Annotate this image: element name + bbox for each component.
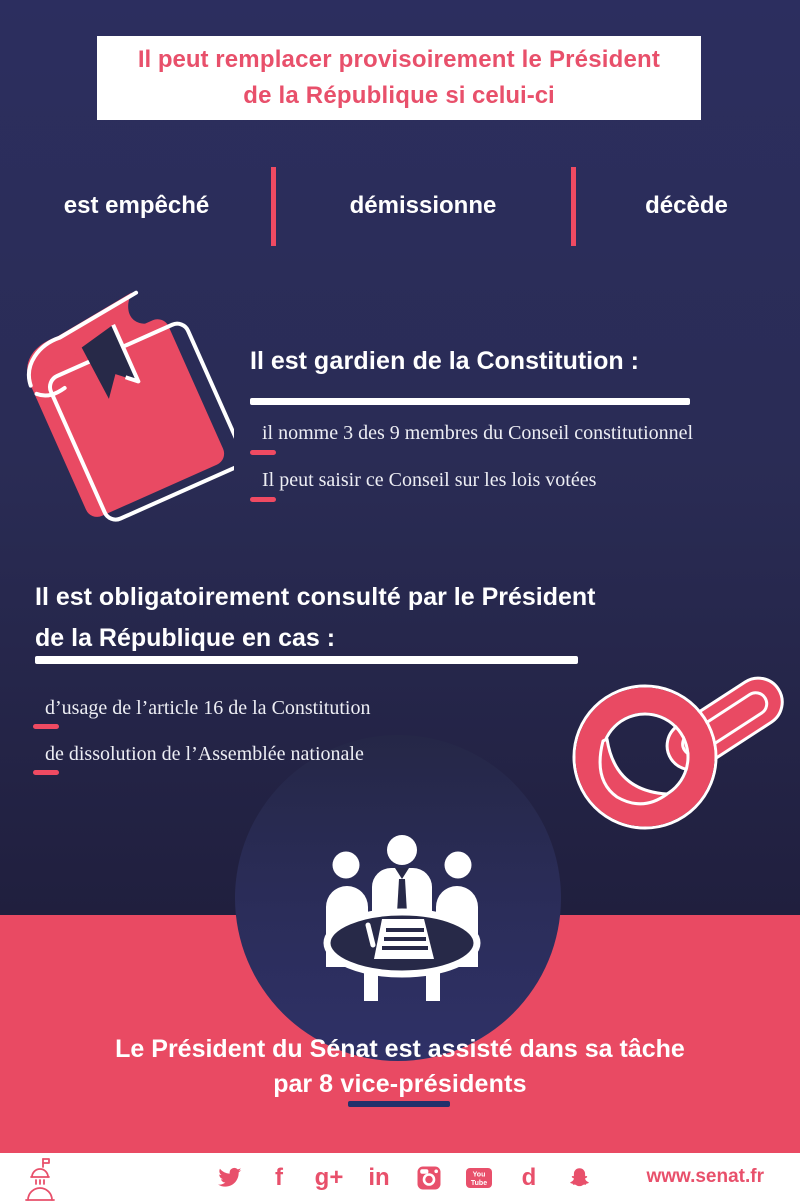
intro-l1-bold: remplacer provisoirement le Président (215, 46, 661, 73)
social-icons-row (216, 1161, 592, 1195)
guardian-item-1: il nomme 3 des 9 membres du Conseil constitutionnel (262, 422, 694, 444)
intro-line-1 (138, 42, 660, 78)
condition-dies: décède (645, 192, 728, 219)
intro-l1-regular: Il peut (137, 46, 216, 73)
linkedin-icon[interactable] (366, 1164, 392, 1192)
google-plus-glyph: g+ (314, 1164, 344, 1191)
tick-mark (33, 724, 59, 729)
guardian-h-pre: Il est (250, 347, 314, 375)
assist-line1: Le Président du Sénat est assisté dans sa tâche (115, 1035, 685, 1063)
dailymotion-icon[interactable] (516, 1164, 542, 1192)
youtube-text-bottom: Tube (470, 1180, 488, 1187)
guardian-heading (250, 344, 639, 378)
facebook-icon[interactable] (266, 1164, 292, 1192)
magnifier-icon (553, 645, 793, 835)
intro-l2-regular: si celui-ci (445, 82, 555, 109)
guardian-item-2: Il peut saisir ce Conseil sur les lois votées (262, 469, 597, 491)
consulted-item-1: d’usage de l’article 16 de la Constitution (45, 697, 371, 719)
intro-banner (97, 36, 701, 120)
assist-line2 (0, 1067, 800, 1102)
snapchat-icon[interactable] (566, 1164, 592, 1192)
tick-mark (250, 497, 276, 502)
dailymotion-glyph: d (521, 1164, 537, 1191)
website-url[interactable]: www.senat.fr (646, 1166, 764, 1187)
assist-underline (348, 1101, 450, 1107)
youtube-text-top: You (472, 1171, 486, 1179)
condition-impeached: est empêché (63, 192, 210, 219)
consulted-h-line1 (35, 577, 655, 618)
guardian-h-post: de la Constitution : (405, 347, 639, 375)
youtube-icon[interactable] (466, 1164, 492, 1192)
intro-line-2 (243, 78, 554, 114)
assist-l2-pre: par (273, 1070, 320, 1098)
consulted-item-2: de dissolution de l’Assemblée nationale (45, 743, 364, 765)
facebook-glyph: f (275, 1164, 283, 1191)
twitter-icon[interactable] (216, 1164, 242, 1192)
guardian-h-bold: gardien (313, 347, 406, 375)
consulted-h-post: par le Président (400, 583, 596, 611)
consulted-underline (35, 656, 578, 664)
book-icon (8, 276, 234, 522)
condition-resigns: démissionne (349, 192, 497, 219)
senate-dome-icon[interactable] (22, 1156, 60, 1202)
assist-l2-bold: 8 vice-présidents (319, 1070, 527, 1098)
intro-l2-bold: de la République (243, 82, 446, 109)
guardian-underline (250, 398, 690, 405)
instagram-icon[interactable] (416, 1164, 442, 1192)
consulted-h-bold: obligatoirement consulté (98, 583, 401, 611)
linkedin-glyph: in (368, 1164, 390, 1191)
meeting-table-icon (312, 833, 492, 1005)
consulted-h-pre: Il est (35, 583, 99, 611)
consulted-h-line2: de la République en cas : (35, 624, 336, 652)
google-plus-icon[interactable] (316, 1164, 342, 1192)
tick-mark (33, 770, 59, 775)
tick-mark (250, 450, 276, 455)
assist-text (0, 1032, 800, 1102)
